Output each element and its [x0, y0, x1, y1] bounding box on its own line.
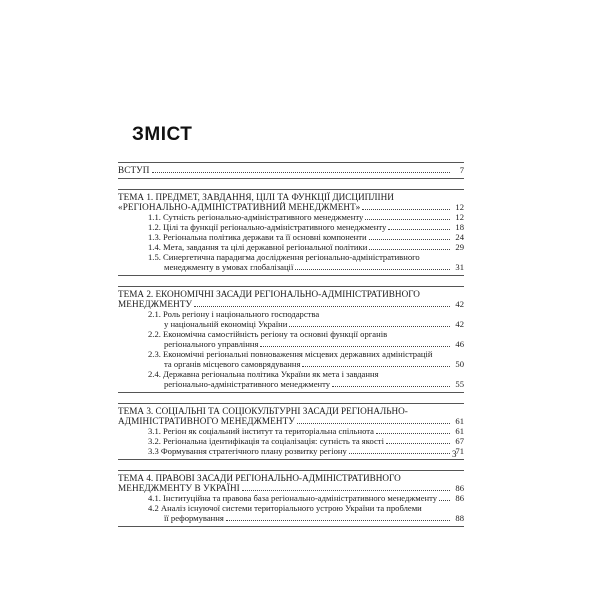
toc-subsection-entry[interactable] [118, 446, 464, 456]
toc-entry-label: та органів місцевого самоврядування [164, 359, 301, 369]
toc-page-number: 86 [455, 483, 464, 493]
toc-leader-dots [242, 490, 450, 491]
toc-leader-dots [388, 229, 450, 230]
toc-leader-dots [226, 520, 450, 521]
toc-page-number: 71 [455, 446, 464, 456]
toc-subsection-entry[interactable] [118, 513, 464, 523]
toc-entry-label: 1.4. Мета, завдання та цілі державної регіональної політики [148, 242, 368, 252]
toc-topic-entry[interactable] [118, 202, 464, 212]
toc-page-number: 18 [455, 222, 464, 232]
toc-entry-line: ТЕМА 3. СОЦІАЛЬНІ ТА СОЦІОКУЛЬТУРНІ ЗАСАДИ РЕГІОНАЛЬНО- [118, 406, 408, 416]
toc-subsection-entry[interactable] [118, 426, 464, 436]
toc-subsection-entry[interactable] [118, 212, 464, 222]
toc-leader-dots [439, 500, 450, 501]
toc-entry-line: ТЕМА 4. ПРАВОВІ ЗАСАДИ РЕГІОНАЛЬНО-АДМІНІСТРАТИВНОГО [118, 473, 401, 483]
toc-entry-label: її реформування [164, 513, 224, 523]
toc-leader-dots [152, 172, 450, 173]
toc-topic-entry[interactable] [118, 416, 464, 426]
toc-page-number: 24 [455, 232, 464, 242]
toc-leader-dots [194, 306, 450, 307]
toc-entry-label: МЕНЕДЖМЕНТУ [118, 299, 193, 309]
toc-leader-dots [365, 219, 450, 220]
toc-topic-block [118, 286, 464, 393]
page-number: 3 [452, 449, 457, 459]
toc-entry-label: у національній економіці України [164, 319, 288, 329]
toc-entry-line: 2.4. Державна регіональна політика України як мета і завдання [148, 369, 379, 379]
toc-page-number: 42 [455, 319, 464, 329]
toc-leader-dots [297, 423, 450, 424]
toc-leader-dots [295, 269, 450, 270]
toc-leader-dots [369, 249, 450, 250]
toc-subsection-entry[interactable] [118, 493, 464, 503]
toc-leader-dots [260, 346, 450, 347]
toc-page-number: 29 [455, 242, 464, 252]
toc-subsection-entry[interactable] [118, 379, 464, 389]
toc-leader-dots [349, 453, 450, 454]
toc-entry-label: 3.2. Регіональна ідентифікація та соціалізація: сутність та якості [148, 436, 384, 446]
toc-intro-block [118, 162, 464, 179]
toc-page-number: 61 [455, 426, 464, 436]
toc-subsection-entry[interactable] [118, 262, 464, 272]
toc-entry-label: МЕНЕДЖМЕНТУ В УКРАЇНІ [118, 483, 240, 493]
toc-subsection-entry[interactable] [118, 232, 464, 242]
toc-entry-label: ВСТУП [118, 165, 150, 175]
toc-leader-dots [362, 209, 450, 210]
toc-page-number: 55 [455, 379, 464, 389]
toc-entry-label: 3.3 Формування стратегічного плану розвитку регіону [148, 446, 347, 456]
toc-topic-block [118, 189, 464, 276]
toc-page-number: 7 [459, 165, 464, 175]
toc-page-number: 31 [455, 262, 464, 272]
toc-subsection-entry[interactable] [118, 242, 464, 252]
toc-entry-line: 4.2 Аналіз існуючої системи територіального устрою України та проблеми [148, 503, 422, 513]
toc-page-number: 46 [455, 339, 464, 349]
toc-entry-line: 2.2. Економічна самостійність регіону та основні функції органів [148, 329, 388, 339]
toc-entry-label: 4.1. Інституційна та правова база регіонально-адміністративного менеджменту [148, 493, 438, 503]
toc-intro-entry[interactable] [118, 165, 464, 175]
toc-page-number: 12 [455, 212, 464, 222]
toc-entry-label: менеджменту в умовах глобалізації [164, 262, 294, 272]
toc-subsection-entry[interactable] [118, 436, 464, 446]
toc-page-number: 42 [455, 299, 464, 309]
toc-topic-entry[interactable] [118, 483, 464, 493]
toc-subsection-entry[interactable] [118, 339, 464, 349]
toc-subsection-entry[interactable] [118, 319, 464, 329]
toc-leader-dots [376, 433, 450, 434]
toc-entry-label: 3.1. Регіон як соціальний інститут та територіальна спільнота [148, 426, 374, 436]
toc-leader-dots [302, 366, 450, 367]
toc-topic-block [118, 403, 464, 460]
toc-subsection-entry[interactable] [118, 359, 464, 369]
toc-subsection-entry[interactable] [118, 222, 464, 232]
toc-entry-line: 2.1. Роль регіону і національного господарства [148, 309, 320, 319]
toc-entry-label: 1.1. Сутність регіонально-адміністративного менеджменту [148, 212, 364, 222]
toc-page-number: 61 [455, 416, 464, 426]
toc-page-number: 12 [455, 202, 464, 212]
toc-leader-dots [289, 326, 450, 327]
toc-topic-entry[interactable] [118, 299, 464, 309]
toc-topic-block [118, 470, 464, 527]
toc-entry-line: 2.3. Економічні регіональні повноваження місцевих державних адміністрацій [148, 349, 433, 359]
table-of-contents [118, 162, 464, 537]
toc-entry-label: регіонально-адміністративного менеджменту [164, 379, 331, 389]
toc-leader-dots [386, 443, 450, 444]
page-title: ЗМІСТ [132, 124, 193, 145]
toc-page-number: 50 [455, 359, 464, 369]
toc-leader-dots [369, 239, 450, 240]
toc-page-number: 88 [455, 513, 464, 523]
toc-entry-label: 1.3. Регіональна політика держави та її основні компоненти [148, 232, 367, 242]
toc-entry-label: 1.2. Цілі та функції регіонально-адміністративного менеджменту [148, 222, 387, 232]
toc-leader-dots [332, 386, 450, 387]
toc-page-number: 86 [455, 493, 464, 503]
toc-entry-line: ТЕМА 2. ЕКОНОМІЧНІ ЗАСАДИ РЕГІОНАЛЬНО-АДМІНІСТРАТИВНОГО [118, 289, 420, 299]
toc-entry-line: ТЕМА 1. ПРЕДМЕТ, ЗАВДАННЯ, ЦІЛІ ТА ФУНКЦІЇ ДИСЦИПЛІНИ [118, 192, 394, 202]
toc-entry-label: регіонального управління [164, 339, 259, 349]
toc-entry-line: 1.5. Синергетична парадигма дослідження регіонально-адміністративного [148, 252, 420, 262]
toc-entry-label: «РЕГІОНАЛЬНО-АДМІНІСТРАТИВНИЙ МЕНЕДЖМЕНТ» [118, 202, 361, 212]
toc-page-number: 67 [455, 436, 464, 446]
toc-entry-label: АДМІНІСТРАТИВНОГО МЕНЕДЖМЕНТУ [118, 416, 295, 426]
